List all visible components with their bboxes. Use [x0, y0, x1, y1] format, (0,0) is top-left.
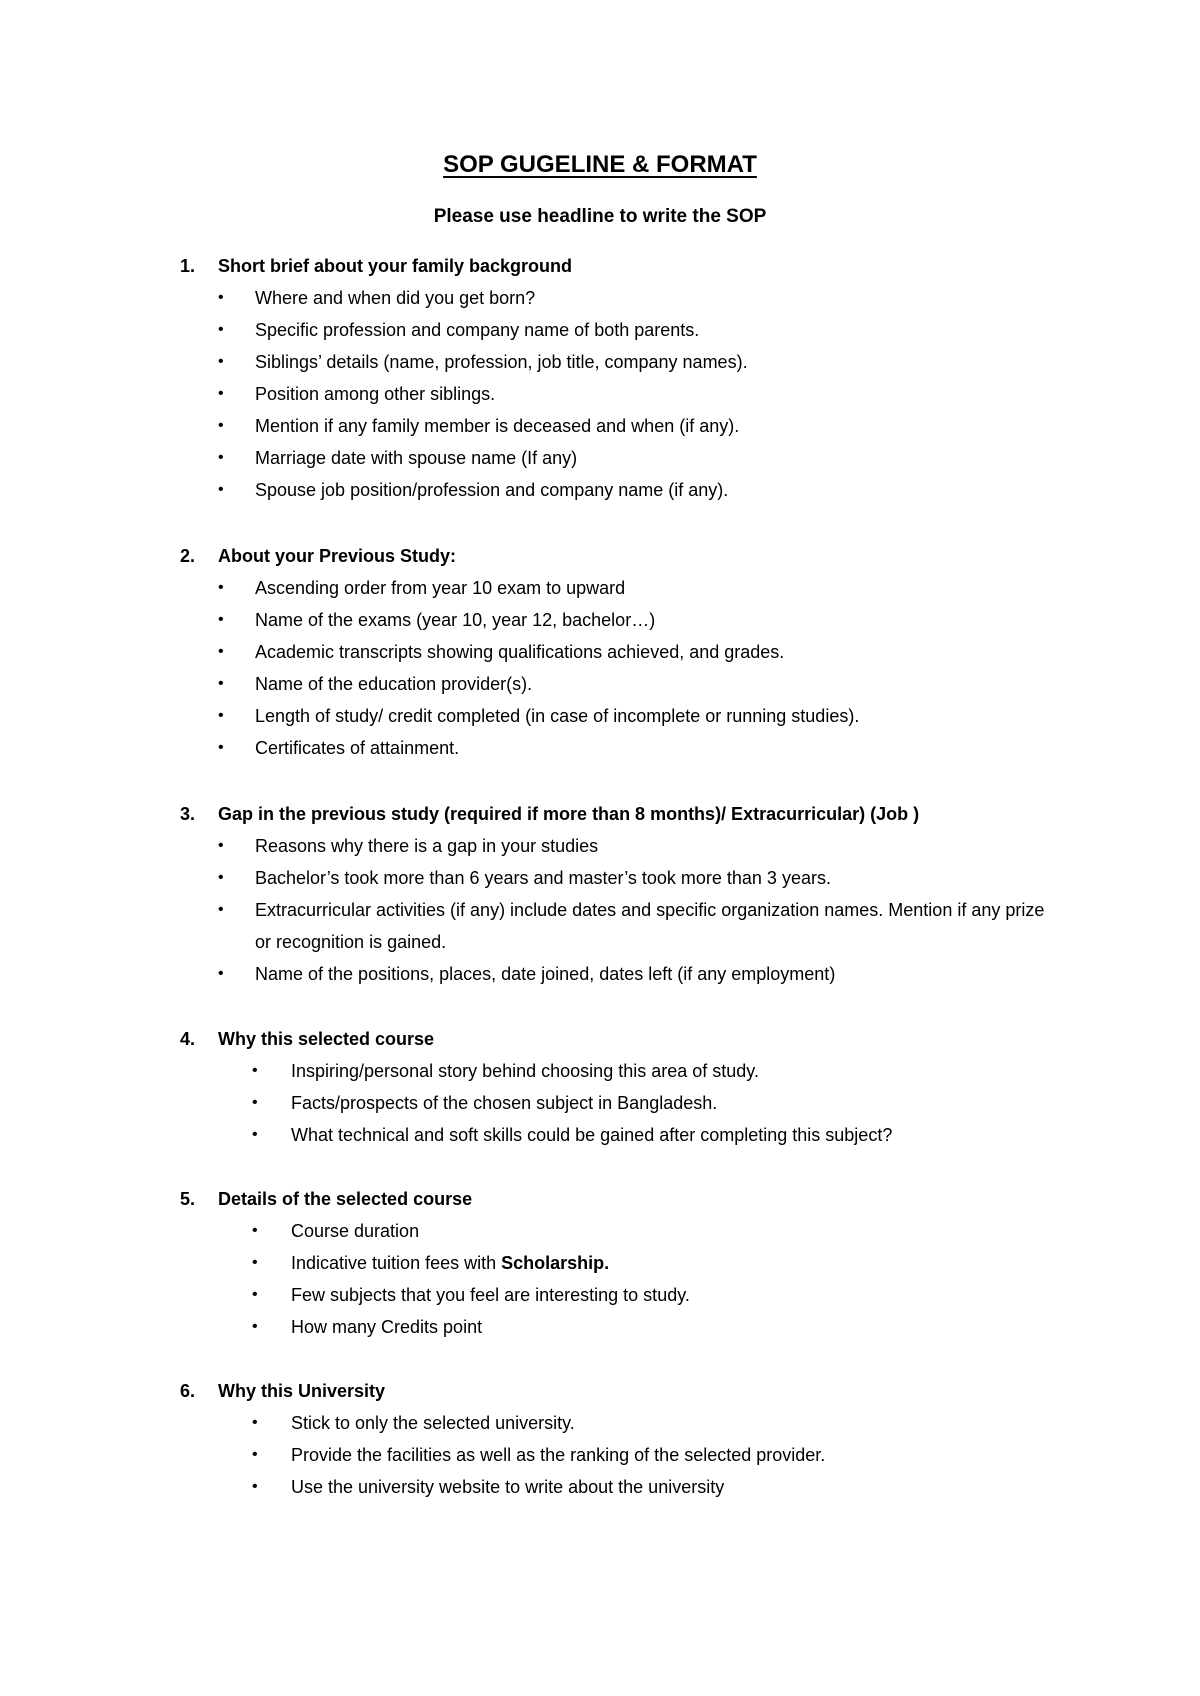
- bullet-icon: •: [218, 611, 224, 628]
- list-item: [0, 1215, 1200, 1247]
- section-family-background: [0, 250, 1200, 506]
- list-item: [0, 1055, 1200, 1087]
- bullet-icon: •: [218, 481, 224, 498]
- bullet-icon: •: [218, 675, 224, 692]
- bullet-list: [0, 830, 1200, 990]
- bullet-icon: •: [252, 1414, 258, 1431]
- page-title: SOP GUGELINE & FORMAT: [443, 151, 757, 178]
- section-heading: [0, 798, 1200, 830]
- list-item: [0, 282, 1200, 314]
- bullet-icon: •: [218, 965, 224, 982]
- bullet-icon: •: [218, 353, 224, 370]
- bullet-list: [0, 1407, 1200, 1503]
- list-item: [0, 1311, 1200, 1343]
- bullet-icon: •: [218, 417, 224, 434]
- list-item-text: Use the university website to write about the university: [291, 1477, 725, 1497]
- section-heading: [0, 250, 1200, 282]
- list-item-text: What technical and soft skills could be gained after completing this subject?: [291, 1125, 893, 1145]
- bullet-icon: •: [252, 1222, 258, 1239]
- section-title: Why this University: [218, 1381, 386, 1401]
- section-study-gap: [0, 798, 1200, 990]
- bullet-icon: •: [218, 449, 224, 466]
- list-item-text: Name of the exams (year 10, year 12, bachelor…): [255, 610, 656, 630]
- list-item: [0, 958, 1200, 990]
- bullet-icon: •: [218, 643, 224, 660]
- section-heading: [0, 540, 1200, 572]
- section-number: 4.: [180, 1029, 196, 1049]
- section-selected-course-reason: [0, 1023, 1200, 1151]
- bullet-icon: •: [218, 385, 224, 402]
- bullet-icon: •: [218, 739, 224, 756]
- list-item: [0, 636, 1200, 668]
- list-item: [0, 474, 1200, 506]
- list-item-text: Name of the education provider(s).: [255, 674, 533, 694]
- bullet-icon: •: [252, 1318, 258, 1335]
- list-item-text: Inspiring/personal story behind choosing this area of study.: [291, 1061, 759, 1081]
- list-item-text: Ascending order from year 10 exam to upward: [255, 578, 626, 598]
- list-item-text: Position among other siblings.: [255, 384, 496, 404]
- list-item: [0, 442, 1200, 474]
- list-item: [0, 732, 1200, 764]
- section-title: About your Previous Study:: [218, 546, 457, 566]
- section-heading: [0, 1183, 1200, 1215]
- bullet-icon: •: [252, 1446, 258, 1463]
- bullet-icon: •: [252, 1062, 258, 1079]
- list-item: [0, 572, 1200, 604]
- list-item-text: Provide the facilities as well as the ranking of the selected provider.: [291, 1445, 826, 1465]
- section-number: 5.: [180, 1189, 196, 1209]
- bullet-icon: •: [252, 1286, 258, 1303]
- list-item-text: Academic transcripts showing qualifications achieved, and grades.: [255, 642, 785, 662]
- bullet-list: [0, 1215, 1200, 1343]
- section-previous-study: [0, 540, 1200, 764]
- bullet-icon: •: [218, 707, 224, 724]
- list-item-text: Course duration: [291, 1221, 420, 1241]
- list-item: [0, 1119, 1200, 1151]
- list-item-text: Where and when did you get born?: [255, 288, 536, 308]
- bullet-icon: •: [218, 901, 224, 918]
- section-heading: [0, 1375, 1200, 1407]
- list-item-text: Certificates of attainment.: [255, 738, 460, 758]
- list-item-text-part: Indicative tuition fees with: [291, 1253, 502, 1273]
- list-item-text: Marriage date with spouse name (If any): [255, 448, 578, 468]
- list-item: [0, 862, 1200, 894]
- section-number: 2.: [180, 546, 196, 566]
- section-number: 6.: [180, 1381, 196, 1401]
- bullet-icon: •: [218, 837, 224, 854]
- list-item: [0, 410, 1200, 442]
- bullet-list: [0, 572, 1200, 764]
- bullet-icon: •: [218, 869, 224, 886]
- section-number: 3.: [180, 804, 196, 824]
- list-item: [0, 1247, 1200, 1279]
- list-item-text: Stick to only the selected university.: [291, 1413, 575, 1433]
- list-item: [0, 604, 1200, 636]
- bullet-icon: •: [252, 1094, 258, 1111]
- scholarship-emphasis: Scholarship.: [501, 1253, 610, 1273]
- section-university-reason: [0, 1375, 1200, 1503]
- list-item-text: Reasons why there is a gap in your studies: [255, 836, 599, 856]
- list-item-text: Few subjects that you feel are interesting to study.: [291, 1285, 690, 1305]
- page-subtitle: Please use headline to write the SOP: [433, 206, 767, 227]
- bullet-icon: •: [218, 579, 224, 596]
- bullet-icon: •: [252, 1126, 258, 1143]
- list-item: [0, 700, 1200, 732]
- list-item: [0, 830, 1200, 862]
- list-item: [0, 894, 1200, 958]
- bullet-icon: •: [218, 289, 224, 306]
- list-item-text: Siblings’ details (name, profession, job title, company names).: [255, 352, 748, 372]
- bullet-list: [0, 1055, 1200, 1151]
- section-title: Gap in the previous study (required if more than 8 months)/ Extracurricular) (Job ): [218, 804, 920, 824]
- list-item-text: [0, 1247, 1071, 1279]
- section-title: Why this selected course: [218, 1029, 435, 1049]
- section-title: Short brief about your family background: [218, 256, 573, 276]
- list-item: [0, 668, 1200, 700]
- list-item: [0, 378, 1200, 410]
- list-item-text: Bachelor’s took more than 6 years and master’s took more than 3 years.: [255, 868, 831, 888]
- section-heading: [0, 1023, 1200, 1055]
- list-item-text: Facts/prospects of the chosen subject in Bangladesh.: [291, 1093, 718, 1113]
- list-item: [0, 1087, 1200, 1119]
- bullet-list: [0, 282, 1200, 506]
- bullet-icon: •: [218, 321, 224, 338]
- section-number: 1.: [180, 256, 196, 276]
- list-item: [0, 346, 1200, 378]
- list-item-text: Extracurricular activities (if any) include dates and specific organization names. Mention if any prize or recognition is gained.: [255, 900, 1045, 952]
- section-title: Details of the selected course: [218, 1189, 473, 1209]
- list-item: [0, 1407, 1200, 1439]
- list-item-text: Spouse job position/profession and company name (if any).: [255, 480, 729, 500]
- bullet-icon: •: [252, 1478, 258, 1495]
- list-item-text: Specific profession and company name of both parents.: [255, 320, 700, 340]
- list-item-text: Name of the positions, places, date joined, dates left (if any employment): [255, 964, 836, 984]
- list-item-text: How many Credits point: [291, 1317, 483, 1337]
- bullet-icon: •: [252, 1254, 258, 1271]
- list-item: [0, 1439, 1200, 1471]
- list-item: [0, 1279, 1200, 1311]
- list-item: [0, 1471, 1200, 1503]
- list-item-text: Mention if any family member is deceased and when (if any).: [255, 416, 740, 436]
- list-item: [0, 314, 1200, 346]
- section-course-details: [0, 1183, 1200, 1343]
- list-item-text: Length of study/ credit completed (in case of incomplete or running studies).: [255, 706, 860, 726]
